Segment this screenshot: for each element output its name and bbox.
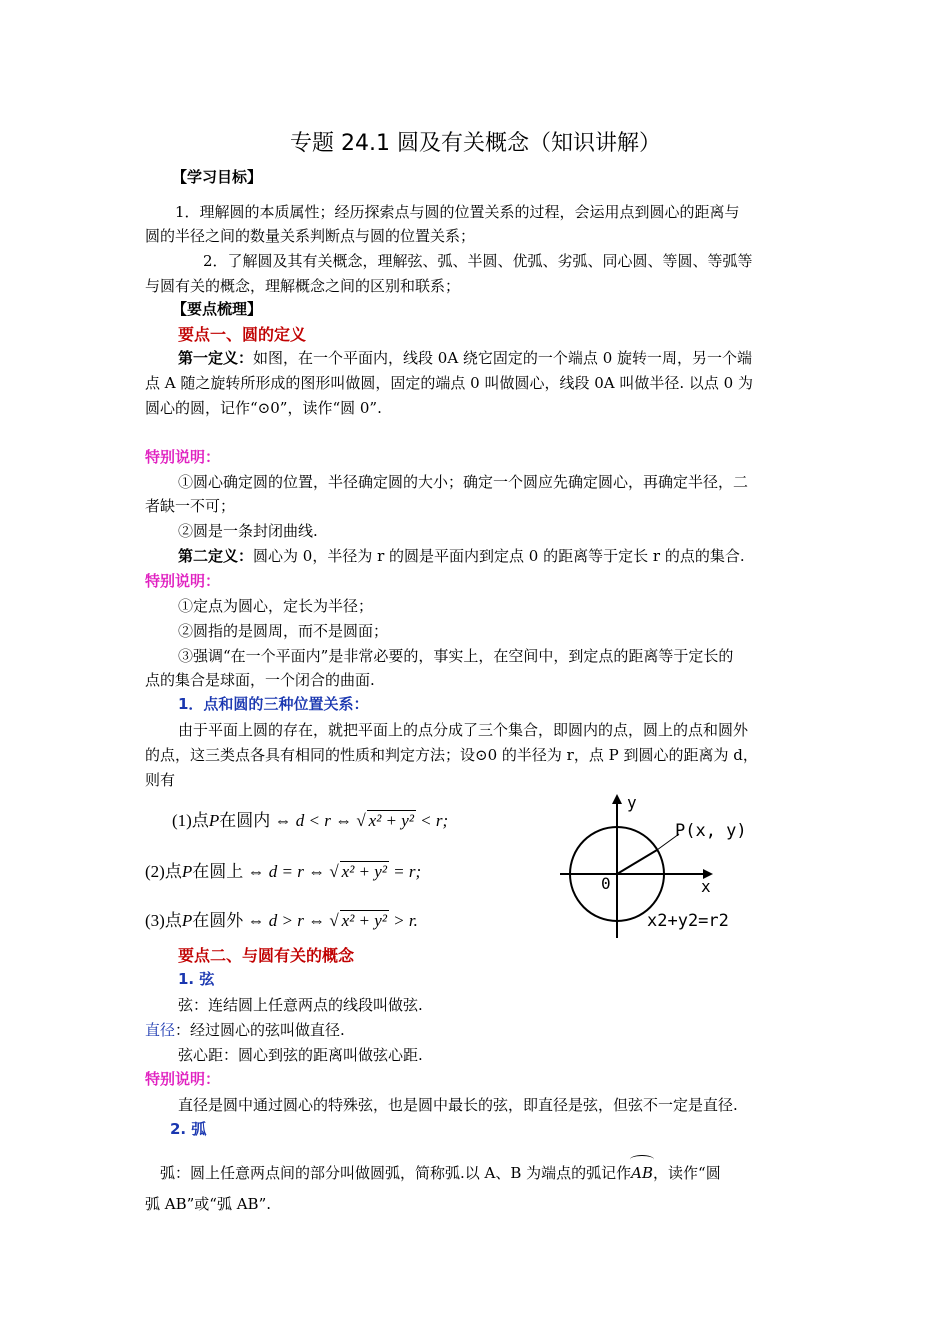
positions-intro-line-2: 的点，这三类点各具有相同的性质和判定方法；设⊙0 的半径为 r，点 P 到圆心的距离为 d， — [145, 746, 758, 764]
chord-heading: 1. 弦 — [178, 970, 215, 988]
point-p-label: P(x, y) — [675, 821, 747, 841]
definition-1-line-3: 圆心的圆，记作“⊙0”，读作“圆 0”. — [145, 399, 382, 417]
goal-2-line-1: 2．了解圆及其有关概念，理解弦、弧、半圆、优弧、劣弧、同心圆、等圆、等弧等 — [203, 252, 753, 270]
position-relations-heading: 1．点和圆的三种位置关系： — [178, 695, 369, 713]
diameter-label: 直径 — [145, 1021, 176, 1039]
goal-1-line-1: 1．理解圆的本质属性；经历探索点与圆的位置关系的过程，会运用点到圆心的距离与 — [175, 203, 740, 221]
radius-line — [617, 850, 657, 874]
sqrt-expression: x² + y² — [341, 862, 387, 881]
arc-definition-line-1: 弧：圆上任意两点间的部分叫做圆弧，简称弧.以 A、B 为端点的弧记作AB，读作“圆 — [160, 1161, 721, 1185]
special-note-label-3: 特别说明： — [145, 1070, 221, 1088]
note-3: ①定点为圆心，定长为半径； — [178, 597, 374, 615]
positions-intro-line-1: 由于平面上圆的存在，就把平面上的点分成了三个集合，即圆内的点，圆上的点和圆外 — [178, 721, 749, 739]
definition-1-line-1 — [178, 346, 752, 370]
definition-2-text: 圆心为 0，半径为 r 的圆是平面内到定点 0 的距离等于定长 r 的点的集合. — [253, 547, 745, 565]
y-axis-label: y — [627, 793, 637, 812]
circle-equation-label: x2+y2=r2 — [647, 911, 729, 931]
diameter-note: 直径是圆中通过圆心的特殊弦，也是圆中最长的弦，即直径是弦，但弦不一定是直径. — [178, 1096, 738, 1114]
learning-goals-heading: 【学习目标】 — [172, 168, 263, 186]
origin-label: 0 — [601, 874, 611, 893]
point-2-heading: 要点二、与圆有关的概念 — [178, 946, 355, 965]
definition-1-label: 第一定义： — [178, 349, 254, 367]
note-1-line-1: ①圆心确定圆的位置，半径确定圆的大小；确定一个圆应先确定圆心，再确定半径，二 — [178, 473, 749, 491]
definition-2 — [178, 544, 745, 568]
formula-outside: (3)点P在圆外 ⇔ d > r ⇔ √ x² + y² > r. — [145, 911, 418, 930]
positions-intro-line-3: 则有 — [145, 771, 176, 789]
circle-coordinate-figure — [555, 790, 785, 940]
arc-heading: 2. 弧 — [170, 1120, 207, 1138]
note-2: ②圆是一条封闭曲线. — [178, 522, 318, 540]
diameter-text: ：经过圆心的弦叫做直径. — [175, 1021, 345, 1039]
sqrt-expression: x² + y² — [341, 911, 387, 930]
definition-1-text: 如图，在一个平面内，线段 0A 绕它固定的一个端点 0 旋转一周，另一个端 — [253, 349, 753, 367]
special-note-label-1: 特别说明： — [145, 448, 221, 466]
diameter-definition — [145, 1018, 345, 1042]
note-5-line-2: 点的集合是球面，一个闭合的曲面. — [145, 671, 375, 689]
chord-distance-definition: 弦心距：圆心到弦的距离叫做弦心距. — [178, 1046, 423, 1064]
definition-1-line-2: 点 A 随之旋转所形成的图形叫做圆，固定的端点 0 叫做圆心，线段 0A 叫做半径. 以点 0 为 — [145, 374, 753, 392]
page-title: 专题 24.1 圆及有关概念（知识讲解） — [290, 131, 661, 156]
point-1-heading: 要点一、圆的定义 — [178, 325, 307, 344]
arc-definition-line-2: 弧 AB”或“弧 AB”. — [145, 1195, 272, 1213]
chord-definition: 弦：连结圆上任意两点的线段叫做弦. — [178, 996, 423, 1014]
note-4: ②圆指的是圆周，而不是圆面； — [178, 622, 389, 640]
goal-1-line-2: 圆的半径之间的数量关系判断点与圆的位置关系； — [145, 227, 476, 245]
note-1-line-2: 者缺一不可； — [145, 497, 236, 515]
x-axis-label: x — [701, 877, 711, 896]
formula-inside: (1)点P在圆内 ⇔ d < r ⇔ √ x² + y² < r; — [172, 811, 449, 830]
definition-2-label: 第二定义： — [178, 547, 254, 565]
special-note-label-2: 特别说明： — [145, 572, 221, 590]
note-5-line-1: ③强调“在一个平面内”是非常必要的，事实上，在空间中，到定点的距离等于定长的 — [178, 647, 734, 665]
key-points-heading: 【要点梳理】 — [172, 300, 263, 318]
y-axis-arrow-icon — [612, 794, 622, 804]
formula-on: (2)点P在圆上 ⇔ d = r ⇔ √ x² + y² = r; — [145, 862, 422, 881]
goal-2-line-2: 与圆有关的概念，理解概念之间的区别和联系； — [145, 277, 461, 295]
arc-ab-symbol: AB — [631, 1161, 653, 1185]
sqrt-expression: x² + y² — [368, 811, 414, 830]
